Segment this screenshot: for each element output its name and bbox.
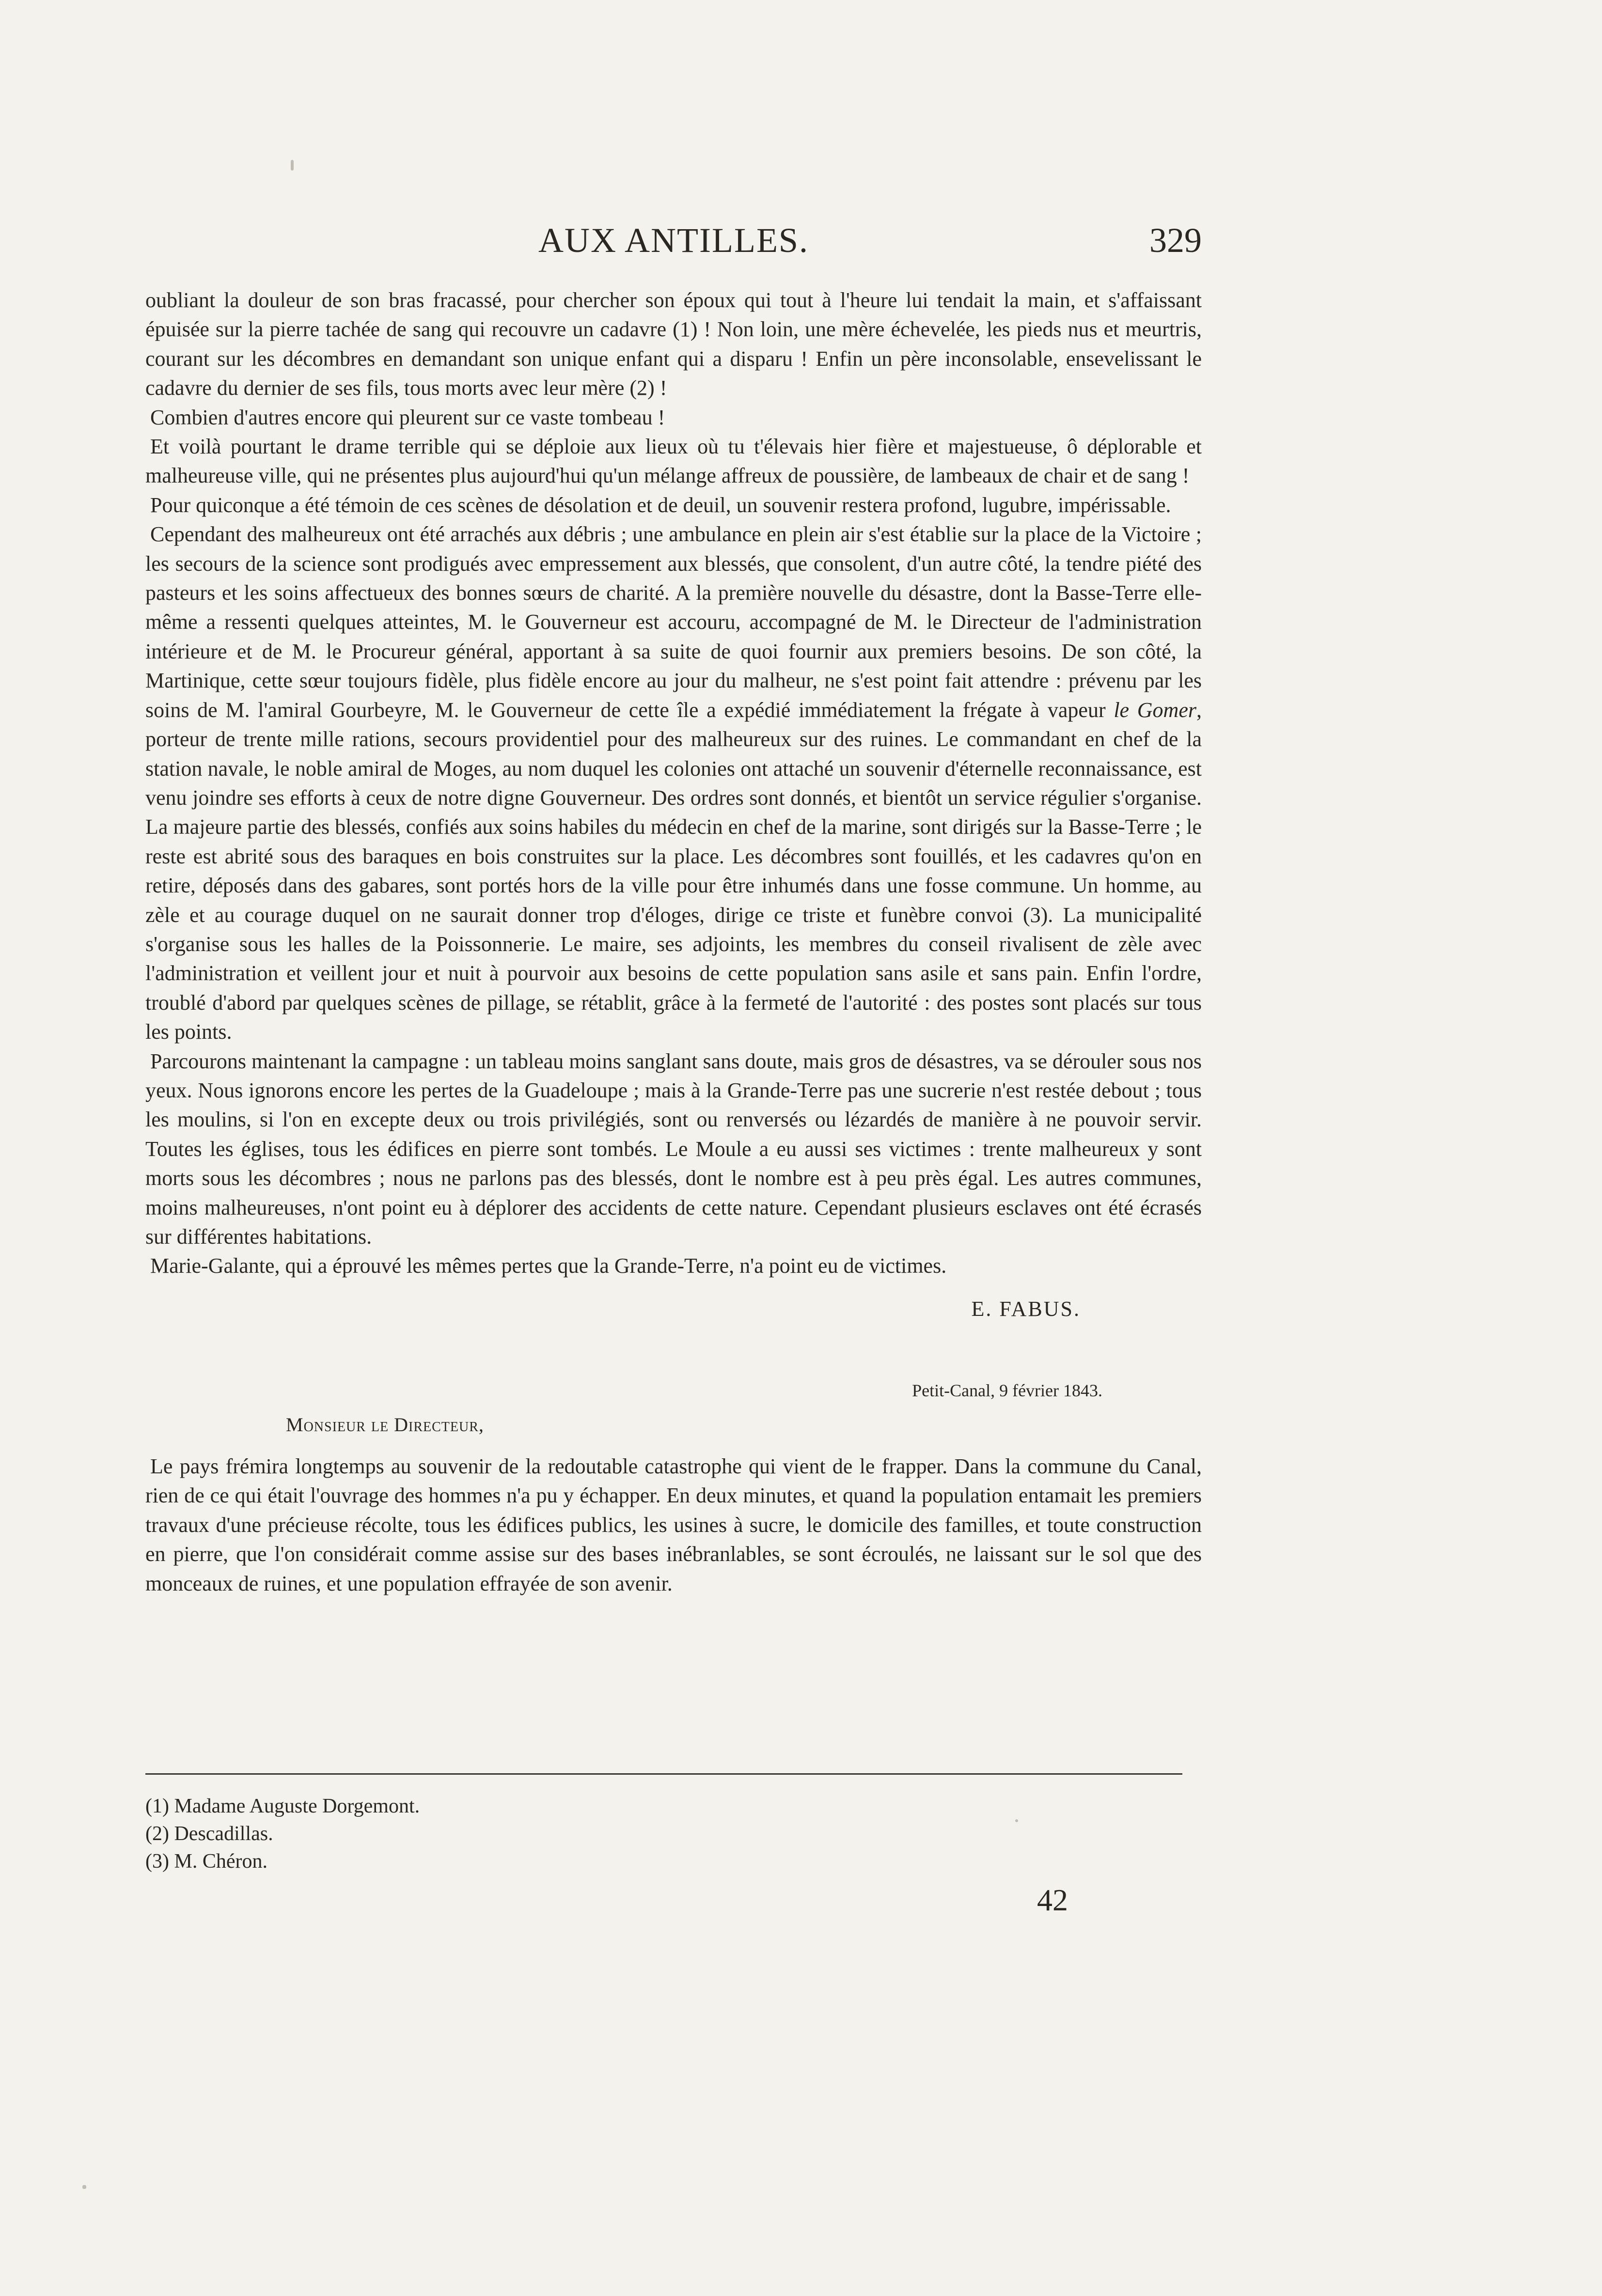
footnote: (2) Descadillas. [145, 1823, 273, 1845]
running-head [145, 220, 1202, 264]
paragraph-text: Cependant des malheureux ont été arrachés aux débris ; une ambulance en plein air s'est établie sur la place de la Victoire ; les secours de la science sont prodigués avec empressement aux blessés, que consolent, d'un autre côté, la tendre piété des pasteurs et les soins affectueux des bonnes sœurs de charité. A la première nouvelle du désastre, dont la Basse-Terre elle-même a ressenti quelques atteintes, M. le Gouverneur est accouru, accompagné de M. le Directeur de l'administration intérieure et de M. le Procureur général, apportant à sa suite de quoi fournir aux premiers besoins. De son côté, la Martinique, cette sœur toujours fidèle, plus fidèle encore au jour du malheur, ne s'est point fait attendre : prévenu par les soins de M. l'amiral Gourbeyre, M. le Gouverneur de cette île a expédié immédiatement la frégate à vapeur [145, 522, 1202, 722]
footnote: (1) Madame Auguste Dorgemont. [145, 1795, 420, 1817]
paragraph [145, 520, 1202, 1046]
ship-name: le Gomer [1114, 698, 1196, 722]
article-body [145, 286, 1202, 1598]
paragraph: Marie-Galante, qui a éprouvé les mêmes pertes que la Grande-Terre, n'a point eu de victimes. [150, 1254, 947, 1278]
paragraph-text: , porteur de trente mille rations, secours providentiel pour des malheureux sur des ruines. Le commandant en chef de la station navale, le noble amiral de Moges, au nom duquel les colonies ont attaché un souvenir d'éternelle reconnaissance, est venu joindre ses efforts à ceux de notre digne Gouverneur. Des ordres sont donnés, et bientôt un service régulier s'organise. La majeure partie des blessés, confiés aux soins habiles du médecin en chef de la marine, sont dirigés sur la Basse-Terre ; le reste est abrité sous des baraques en bois construites sur la place. Les décombres sont fouillés, et les cadavres qu'on en retire, déposés dans des gabares, sont portés hors de la ville pour être inhumés dans une fosse commune. Un homme, au zèle et au courage duquel on ne saurait donner trop d'éloges, dirige ce triste et funèbre convoi (3). La municipalité s'organise sous les halles de la Poissonnerie. Le maire, ses adjoints, les membres du conseil rivalisent de zèle avec l'administration et veillent jour et nuit à pourvoir aux besoins de cette population sans asile et sans pain. Enfin l'ordre, troublé d'abord par quelques scènes de pillage, se rétablit, grâce à la fermeté de l'autorité : des postes sont placés sur tous les points. [145, 698, 1202, 1044]
paragraph: Pour quiconque a été témoin de ces scènes de désolation et de deuil, un souvenir restera profond, lugubre, impérissable. [150, 493, 1171, 517]
scan-mark [1015, 1819, 1018, 1822]
scan-mark [82, 2185, 86, 2189]
paragraph: Combien d'autres encore qui pleurent sur ce vaste tombeau ! [150, 405, 665, 429]
footnote: (3) M. Chéron. [145, 1850, 267, 1873]
paragraph: Et voilà pourtant le drame terrible qui se déploie aux lieux où tu t'élevais hier fière et majestueuse, ô déplorable et malheureuse ville, qui ne présentes plus aujourd'hui qu'un mélange affreux de poussière, de lambeaux de chair et de sang ! [145, 435, 1202, 488]
footnote-rule [145, 1773, 1182, 1775]
letter-salutation: Monsieur le Directeur, [286, 1413, 484, 1436]
paragraph: Le pays frémira longtemps au souvenir de la redoutable catastrophe qui vient de le frapper. Dans la commune du Canal, rien de ce qui était l'ouvrage des hommes n'a pu y échapper. En deux minutes, et quand la population entamait les premiers travaux d'une précieuse récolte, tous les édifices publics, les usines à sucre, le domicile des familles, et toute construction en pierre, que l'on considérait comme assise sur des bases inébranlables, se sont écroulés, ne laissant sur le sol que des monceaux de ruines, et une population effrayée de son avenir. [145, 1454, 1202, 1595]
scan-mark [291, 160, 294, 171]
letter-dateline: Petit-Canal, 9 février 1843. [912, 1381, 1102, 1401]
running-title: AUX ANTILLES. [538, 221, 809, 260]
paragraph: oubliant la douleur de son bras fracassé, pour chercher son époux qui tout à l'heure lui tendait la main, et s'affaissant épuisée sur la pierre tachée de sang qui recouvre un cadavre (1) ! Non loin, une mère échevelée, les pieds nus et meurtris, courant sur les décombres en demandant son unique enfant qui a disparu ! Enfin un père inconsolable, ensevelissant le cadavre du dernier de ses fils, tous morts avec leur mère (2) ! [145, 288, 1202, 400]
paragraph: Parcourons maintenant la campagne : un tableau moins sanglant sans doute, mais gros de désastres, va se dérouler sous nos yeux. Nous ignorons encore les pertes de la Guadeloupe ; mais à la Grande-Terre pas une sucrerie n'est restée debout ; tous les moulins, si l'on en excepte deux ou trois privilégiés, sont ou renversés ou lézardés de manière à ne pouvoir servir. Toutes les églises, tous les édifices en pierre sont tombés. Le Moule a eu aussi ses victimes : trente malheureux y sont morts sous les décombres ; nous ne parlons pas des blessés, dont le nombre est à peu près égal. Les autres communes, moins malheureuses, n'ont point eu à déplorer des accidents de cette nature. Cependant plusieurs esclaves ont été écrasés sur différentes habitations. [145, 1049, 1202, 1249]
sheet-signature: 42 [1037, 1883, 1068, 1917]
page-number: 329 [1149, 221, 1202, 260]
footnotes [145, 1793, 420, 1875]
author-signature: E. FABUS. [971, 1296, 1081, 1321]
